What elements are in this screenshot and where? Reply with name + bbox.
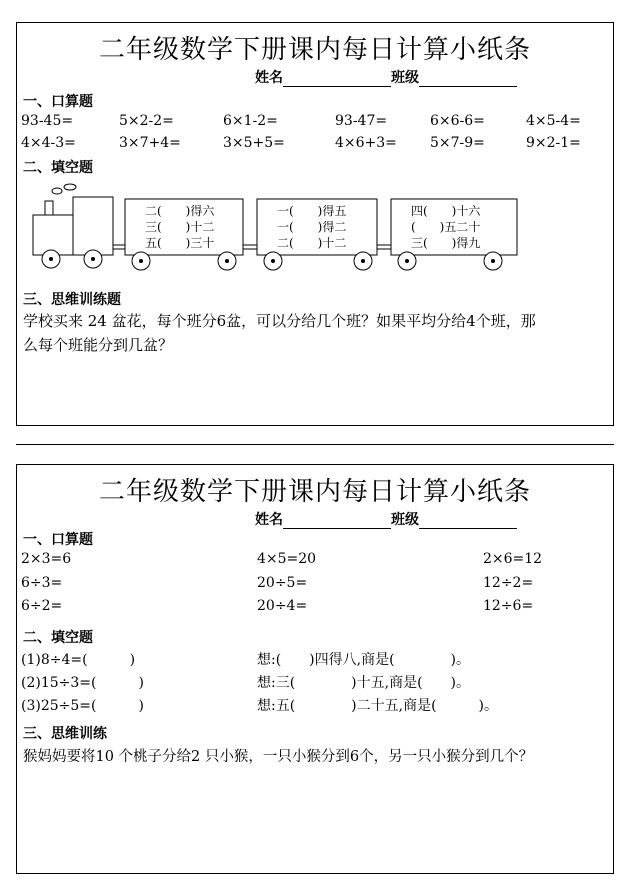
section-heading-oral: 一、口算题 (23, 94, 93, 110)
fill-question: (1)8÷4=( ) (21, 652, 136, 668)
train-illustration (17, 181, 613, 273)
car-item: 三( )得九 (411, 236, 481, 250)
section-heading-fill: 二、填空题 (23, 160, 93, 176)
name-blank[interactable] (283, 514, 391, 529)
section-heading-oral: 一、口算题 (23, 532, 93, 548)
smoke-puff-icon (52, 188, 62, 194)
fill-hint: 想:( )四得八,商是( )。 (257, 652, 471, 668)
oral-question: 93-45= (21, 113, 74, 129)
word-problem: 猴妈妈要将10 个桃子分给2 只小猴，一只小猴分到6个，另一只小猴分到几个？ (23, 749, 534, 765)
name-blank[interactable] (283, 72, 391, 87)
section-heading-fill: 二、填空题 (23, 630, 93, 646)
oral-question: 93-47= (335, 113, 388, 129)
oral-question: 4×4-3= (21, 135, 76, 151)
car-item: 一( )得五 (277, 204, 347, 218)
oral-question: 6×1-2= (223, 113, 278, 129)
word-problem (23, 309, 536, 357)
oral-question: 12÷6= (483, 598, 534, 614)
car-item: 二( )得六 (145, 204, 215, 218)
worksheet-card-2 (16, 464, 614, 874)
car-item: 一( )得二 (277, 220, 347, 234)
oral-question: 3×5+5= (223, 135, 285, 151)
section-heading-thinking: 三、思维训练题 (23, 292, 121, 308)
oral-question: 2×3=6 (21, 551, 72, 567)
section-heading-thinking: 三、思维训练 (23, 726, 107, 742)
oral-question: 12÷2= (483, 575, 534, 591)
name-class-row (255, 67, 517, 87)
word-problem-line: 学校买来 24 盆花，每个班分6盆，可以分给几个班？如果平均分给4个班，那 (23, 312, 536, 330)
oral-question: 20÷4= (257, 598, 308, 614)
oral-question: 9×2-1= (526, 135, 581, 151)
fill-question: (2)15÷3=( ) (21, 675, 144, 691)
name-class-row (255, 509, 517, 529)
oral-question: 5×7-9= (430, 135, 485, 151)
car-item: 五( )三十 (145, 236, 215, 250)
car-item: 四( )十六 (411, 204, 481, 218)
name-label: 姓名 (255, 70, 283, 86)
fill-hint: 想:五( )二十五,商是( )。 (257, 698, 499, 714)
oral-question: 4×5=20 (257, 551, 317, 567)
oral-question: 6÷3= (21, 575, 63, 591)
oral-question: 6×6-6= (430, 113, 485, 129)
worksheet-title: 二年级数学下册课内每日计算小纸条 (98, 477, 531, 507)
chimney-icon (45, 201, 53, 215)
fill-hint: 想:三( )十五,商是( )。 (257, 675, 471, 691)
oral-question: 4×6+3= (335, 135, 397, 151)
oral-question: 5×2-2= (119, 113, 174, 129)
oral-question: 6÷2= (21, 598, 63, 614)
smoke-puff-icon (64, 184, 76, 190)
class-label: 班级 (391, 70, 419, 86)
oral-question: 3×7+4= (119, 135, 181, 151)
fill-question: (3)25÷5=( ) (21, 698, 144, 714)
car-item: 三( )十二 (145, 220, 215, 234)
locomotive-front (33, 215, 73, 255)
class-label: 班级 (391, 512, 419, 528)
car-item: 二( )十二 (277, 236, 347, 250)
word-problem-line: 么每个班能分到几盆？ (23, 336, 174, 354)
page-divider (16, 444, 614, 445)
class-blank[interactable] (419, 72, 517, 87)
worksheet-title: 二年级数学下册课内每日计算小纸条 (98, 35, 531, 65)
car-item: ( )五二十 (411, 220, 481, 234)
oral-question: 2×6=12 (483, 551, 543, 567)
name-label: 姓名 (255, 512, 283, 528)
oral-question: 4×5-4= (526, 113, 581, 129)
locomotive-cab (73, 197, 113, 255)
worksheet-card-1 (16, 22, 614, 426)
class-blank[interactable] (419, 514, 517, 529)
oral-question: 20÷5= (257, 575, 308, 591)
